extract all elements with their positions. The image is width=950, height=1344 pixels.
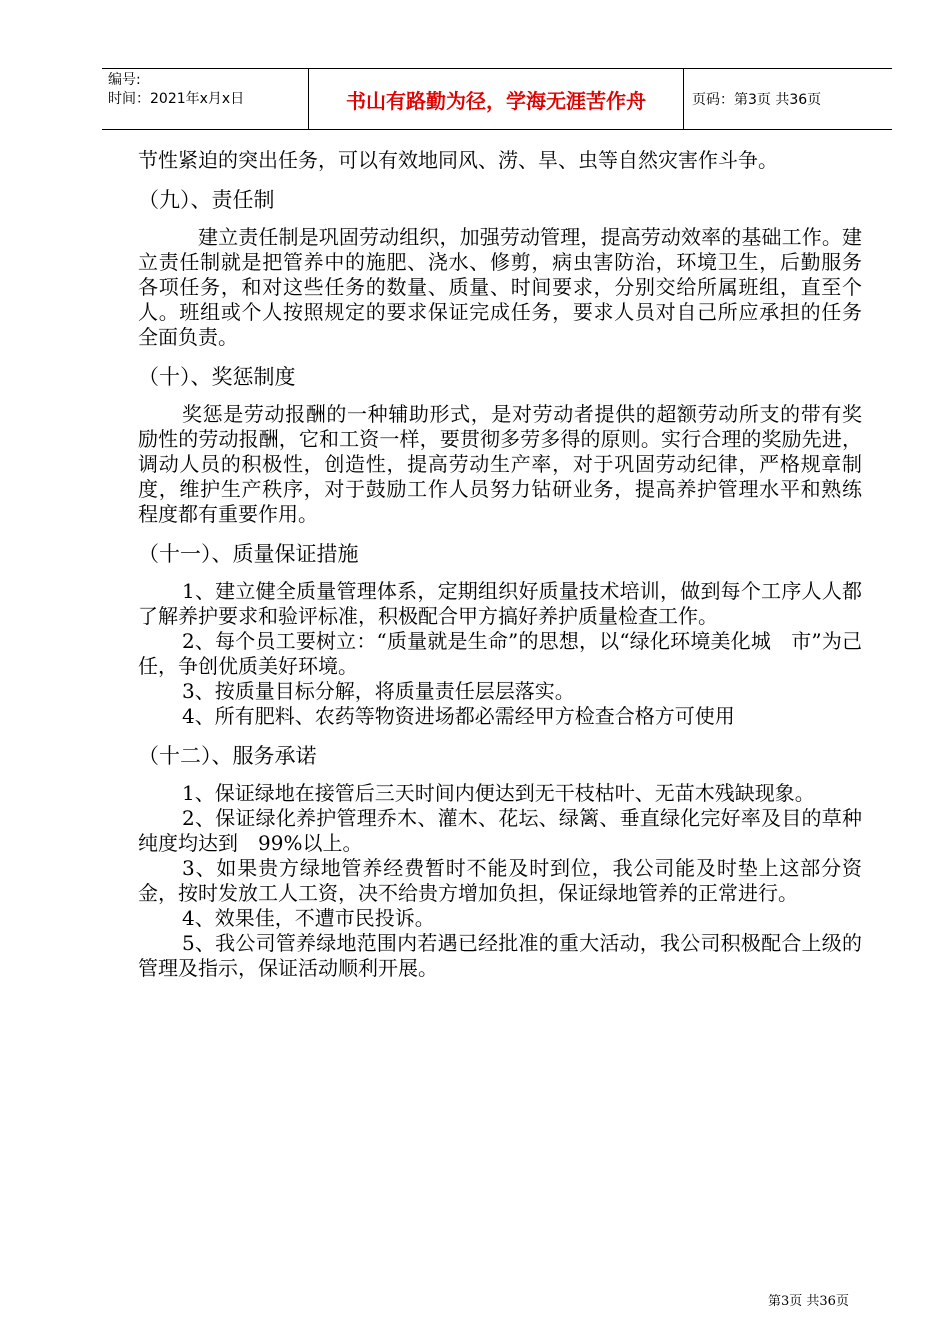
section-12-heading: （十二）、服务承诺 — [138, 744, 317, 768]
document-number-label: 编号: — [108, 72, 141, 88]
header-meta — [102, 69, 309, 129]
section-11-item-4: 4、所有肥料、农药等物资进场都必需经甲方检查合格方可使用 — [182, 704, 735, 728]
section-11-item-1: 1、建立健全质量管理体系，定期组织好质量技术培训，做到每个工序人人都了解养护要求和验评标准，积极配合甲方搞好养护质量检查工作。 — [138, 579, 862, 628]
header-page-number: 页码：第3页 共36页 — [692, 92, 822, 108]
section-11-heading: （十一）、质量保证措施 — [138, 542, 359, 566]
section-10-paragraph: 奖惩是劳动报酬的一种辅助形式，是对劳动者提供的超额劳动所支的带有奖 励性的劳动报酬，它和工资一样，要贯彻多劳多得的原则。实行合理的奖励先进，调动人员的积极性，创造性，提高劳动生产率，对于巩固劳动纪律，严格规章制度，维护生产秩序，对于鼓励工作人员努力钻研业务，提高养护管理水平和熟练 程度都有重要作用。 — [138, 402, 882, 526]
section-9-heading: （九）、责任制 — [138, 188, 275, 212]
section-12-item-1: 1、保证绿地在接管后三天时间内便达到无干枝枯叶、无苗木残缺现象。 — [182, 781, 815, 805]
header-motto: 书山有路勤为径，学海无涯苦作舟 — [309, 69, 684, 129]
section-11-item-2: 2、每个员工要树立：“质量就是生命”的思想，以“绿化环境美化城 市”为己任，争创优质美好环境。 — [138, 629, 862, 678]
document-body — [138, 148, 882, 981]
footer-page-number: 第3页 共36页 — [768, 1294, 849, 1309]
section-9-paragraph: 建立责任制是巩固劳动组织，加强劳动管理，提高劳动效率的基础工作。建立责任制就是把管养中的施肥、浇水、修剪，病虫害防治，环境卫生，后勤服务 各项任务，和对这些任务的数量、质量、时间要求，分别交给所属班组，直至个 人。班组或个人按照规定的要求保证完成任务，要求人员对自己所应承担的任务 全面负责。 — [138, 225, 882, 349]
intro-paragraph: 节性紧迫的突出任务，可以有效地同风、涝、旱、虫等自然灾害作斗争。 — [138, 148, 778, 172]
section-12-item-2: 2、保证绿化养护管理乔木、灌木、花坛、绿篱、垂直绿化完好率及目的草种纯度均达到 99%以上。 — [138, 806, 862, 855]
section-10-heading: （十）、奖惩制度 — [138, 365, 296, 389]
document-time-label: 时间：2021年x月x日 — [108, 91, 245, 107]
section-11-item-3: 3、按质量目标分解，将质量责任层层落实。 — [182, 679, 575, 703]
section-12-item-4: 4、效果佳，不遭市民投诉。 — [182, 906, 435, 930]
section-12-item-5: 5、我公司管养绿地范围内若遇已经批准的重大活动，我公司积极配合上级的管理及指示，保证活动顺利开展。 — [138, 931, 862, 980]
section-12-item-3: 3、如果贵方绿地管养经费暂时不能及时到位，我公司能及时垫上这部分资金，按时发放工人工资，决不给贵方增加负担，保证绿地管养的正常进行。 — [138, 856, 862, 905]
page-header — [102, 68, 892, 130]
